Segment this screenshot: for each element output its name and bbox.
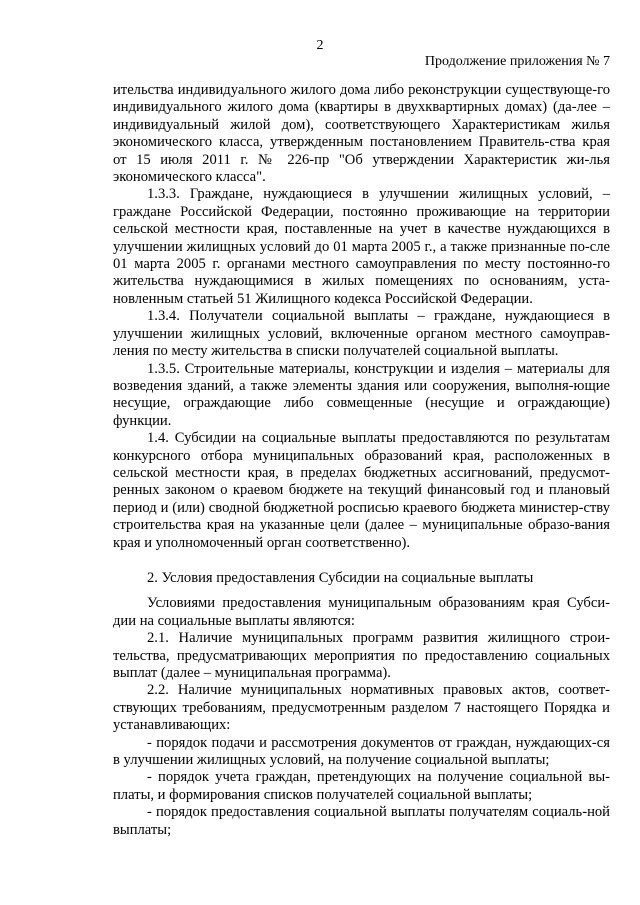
paragraph-1-3-4: 1.3.4. Получатели социальной выплаты – граждане, нуждающиеся в улучшении жилищных условий, включенные органом местного самоуправ-ления по месту жительства в списки получателей социальной выплаты.	[113, 308, 610, 360]
paragraph-2-1: 2.1. Наличие муниципальных программ развития жилищного строи-тельства, предусматривающих мероприятия по предоставлению социальных выплат (далее – муниципальная программа).	[113, 630, 610, 681]
paragraph-1-4: 1.4. Субсидии на социальные выплаты предоставляются по результатам конкурсного отбора муниципальных образований края, расположенных в сельской местности края, в пределах бюджетных ассигнований, предусмот-ренных законом о краевом бюджете на текущий финансовый год и плановый период и (или) сводной бюджетной росписью краевого бюджета министер-ству строительства края на указанные цели (далее – муниципальные образо-вания края и уполномоченный орган соответственно).	[113, 430, 610, 551]
list-item-payment-procedure: - порядок предоставления социальной выплаты получателям социаль-ной выплаты;	[113, 804, 610, 838]
paragraph-2-2: 2.2. Наличие муниципальных нормативных правовых актов, соответ-ствующих требованиям, предусмотренным разделом 7 настоящего Порядка и устанавливающих:	[113, 682, 610, 734]
page-number: 2	[316, 38, 324, 53]
list-item-registration-procedure: - порядок учета граждан, претендующих на получение социальной вы-платы, и формирования списков получателей социальной выплаты;	[113, 769, 610, 803]
paragraph-continuation: ительства индивидуального жилого дома либо реконструкции существующе-го индивидуального жилого дома (квартиры в двухквартирных домах) (да-лее – индивидуальный жилой дом), соответствующего Характеристикам жилья экономического класса, утвержденным постановлением Правитель-ства края от 15 июля 2011 г. № 226-пр "Об утверждении Характеристик жи-лья экономического класса".	[113, 82, 610, 186]
document-body	[113, 0, 610, 839]
list-item-document-procedure: - порядок подачи и рассмотрения документов от граждан, нуждающих-ся в улучшении жилищных условий, на получение социальной выплаты;	[113, 734, 610, 769]
section-2-heading: 2. Условия предоставления Субсидии на социальные выплаты	[147, 569, 534, 586]
paragraph-1-3-5: 1.3.5. Строительные материалы, конструкции и изделия – материалы для возведения зданий, а также элементы здания или сооружения, выполня-ющие несущие, ограждающие либо совмещенные (несущие и ограждающие) функции.	[113, 360, 610, 429]
appendix-continuation-note: Продолжение приложения № 7	[424, 54, 610, 69]
paragraph-conditions-intro: Условиями предоставления муниципальным образованиям края Субси-дии на социальные выплаты являются:	[113, 595, 610, 629]
paragraph-1-3-3: 1.3.3. Граждане, нуждающиеся в улучшении жилищных условий, – граждане Российской Федерации, постоянно проживающие на территории сельской местности края, поставленные на учет в качестве нуждающихся в улучшении жилищных условий до 01 марта 2005 г., а также признанные по-сле 01 марта 2005 г. органами местного самоуправления по месту постоянно-го жительства нуждающимися в жилых помещениях по основаниям, уста-новленным статьей 51 Жилищного кодекса Российской Федерации.	[113, 186, 610, 307]
